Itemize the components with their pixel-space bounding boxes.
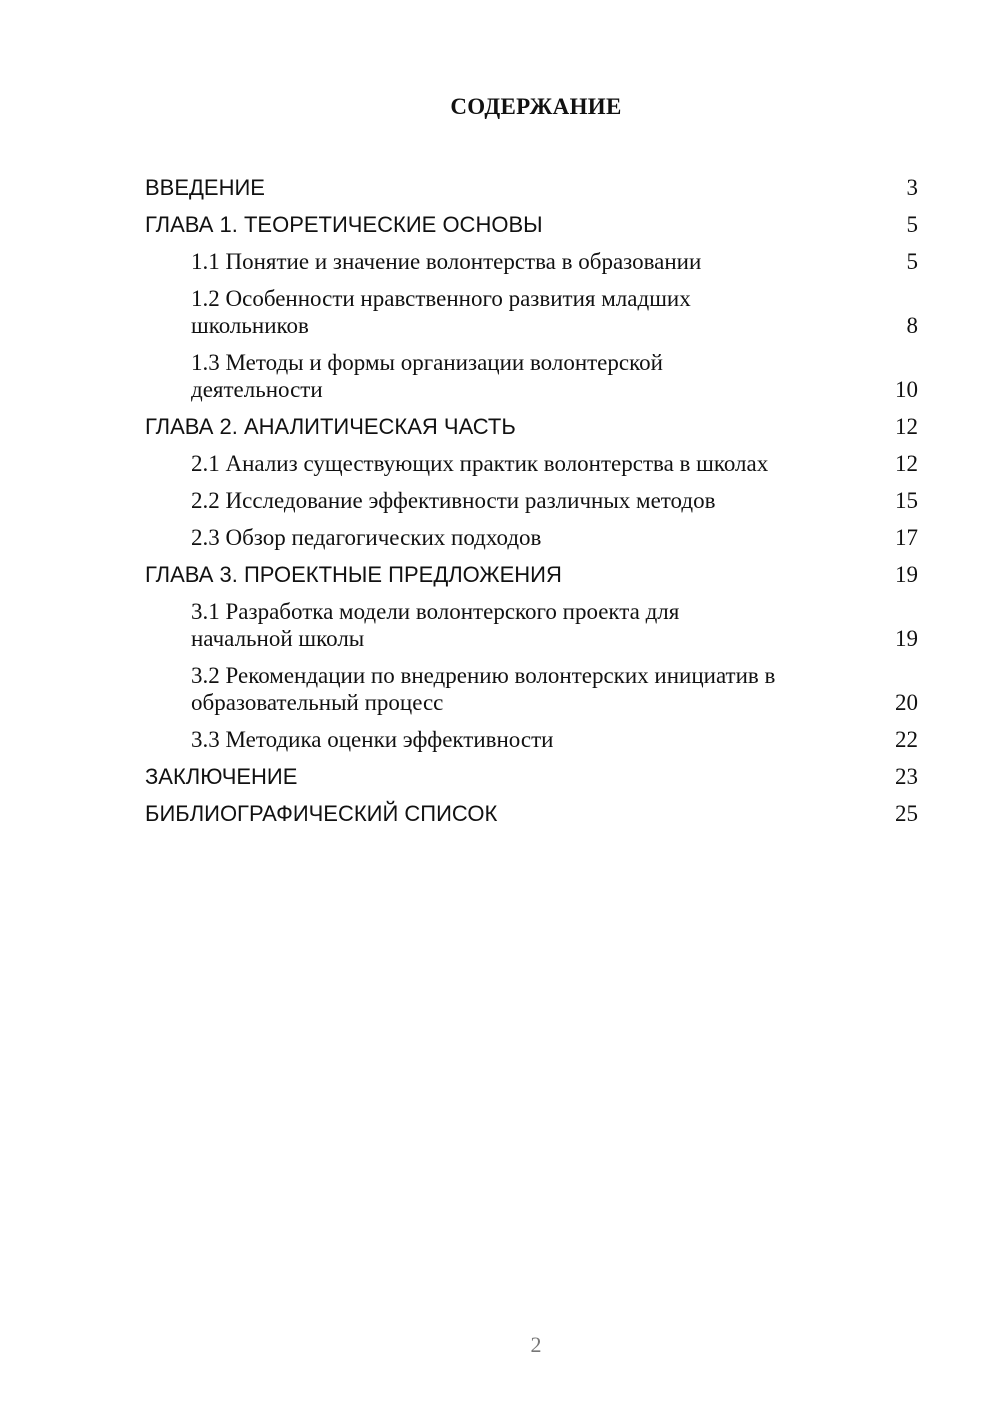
toc-entry-section-2-2[interactable] xyxy=(145,481,918,518)
toc-entry-label: 2.3 Обзор педагогических подходов xyxy=(191,525,542,550)
toc-entry-page: 12 xyxy=(895,414,918,439)
toc-entry-label: ВВЕДЕНИЕ xyxy=(145,175,265,200)
toc-entry-chapter-1[interactable] xyxy=(145,205,918,242)
toc-entry-page: 19 xyxy=(895,626,918,651)
toc-entry-page: 10 xyxy=(895,377,918,402)
toc-entry-conclusion[interactable] xyxy=(145,757,918,794)
toc-entry-page: 5 xyxy=(906,212,918,237)
toc-entry-section-1-3[interactable] xyxy=(145,343,918,407)
table-of-contents xyxy=(145,168,918,831)
toc-entry-label: 1.3 Методы и формы организации волонтерской деятельности xyxy=(191,350,663,402)
toc-entry-page: 25 xyxy=(895,801,918,826)
toc-entry-page: 23 xyxy=(895,764,918,789)
toc-entry-label: БИБЛИОГРАФИЧЕСКИЙ СПИСОК xyxy=(145,801,498,826)
toc-entry-page: 3 xyxy=(906,175,918,200)
toc-title: СОДЕРЖАНИЕ xyxy=(450,94,622,119)
toc-entry-section-3-2[interactable] xyxy=(145,656,918,720)
toc-entry-page: 20 xyxy=(895,690,918,715)
toc-entry-chapter-2[interactable] xyxy=(145,407,918,444)
toc-entry-label: ГЛАВА 3. ПРОЕКТНЫЕ ПРЕДЛОЖЕНИЯ xyxy=(145,562,562,587)
toc-entry-page: 12 xyxy=(895,451,918,476)
toc-entry-page: 8 xyxy=(906,313,918,338)
toc-entry-section-1-2[interactable] xyxy=(145,279,918,343)
toc-entry-page: 19 xyxy=(895,562,918,587)
toc-entry-label: 3.3 Методика оценки эффективности xyxy=(191,727,554,752)
toc-entry-page: 17 xyxy=(895,525,918,550)
toc-entry-section-1-1[interactable] xyxy=(145,242,918,279)
toc-entry-chapter-3[interactable] xyxy=(145,555,918,592)
toc-entry-section-3-3[interactable] xyxy=(145,720,918,757)
toc-entry-introduction[interactable] xyxy=(145,168,918,205)
toc-entry-label: ГЛАВА 1. ТЕОРЕТИЧЕСКИЕ ОСНОВЫ xyxy=(145,212,543,237)
toc-entry-label: 2.2 Исследование эффективности различных методов xyxy=(191,488,716,513)
toc-entry-label: 3.2 Рекомендации по внедрению волонтерских инициатив в образовательный процесс xyxy=(191,663,776,715)
toc-entry-page: 5 xyxy=(906,249,918,274)
toc-entry-label: 2.1 Анализ существующих практик волонтерства в школах xyxy=(191,451,769,476)
toc-entry-bibliography[interactable] xyxy=(145,794,918,831)
toc-entry-page: 22 xyxy=(895,727,918,752)
toc-entry-page: 15 xyxy=(895,488,918,513)
toc-entry-label: 1.2 Особенности нравственного развития младших школьников xyxy=(191,286,691,338)
toc-entry-label: ГЛАВА 2. АНАЛИТИЧЕСКАЯ ЧАСТЬ xyxy=(145,414,516,439)
page-number: 2 xyxy=(530,1332,542,1357)
toc-entry-label: 1.1 Понятие и значение волонтерства в образовании xyxy=(191,249,702,274)
toc-entry-section-2-1[interactable] xyxy=(145,444,918,481)
toc-entry-label: ЗАКЛЮЧЕНИЕ xyxy=(145,764,298,789)
toc-entry-label: 3.1 Разработка модели волонтерского проекта для начальной школы xyxy=(191,599,680,651)
toc-entry-section-3-1[interactable] xyxy=(145,592,918,656)
toc-entry-section-2-3[interactable] xyxy=(145,518,918,555)
